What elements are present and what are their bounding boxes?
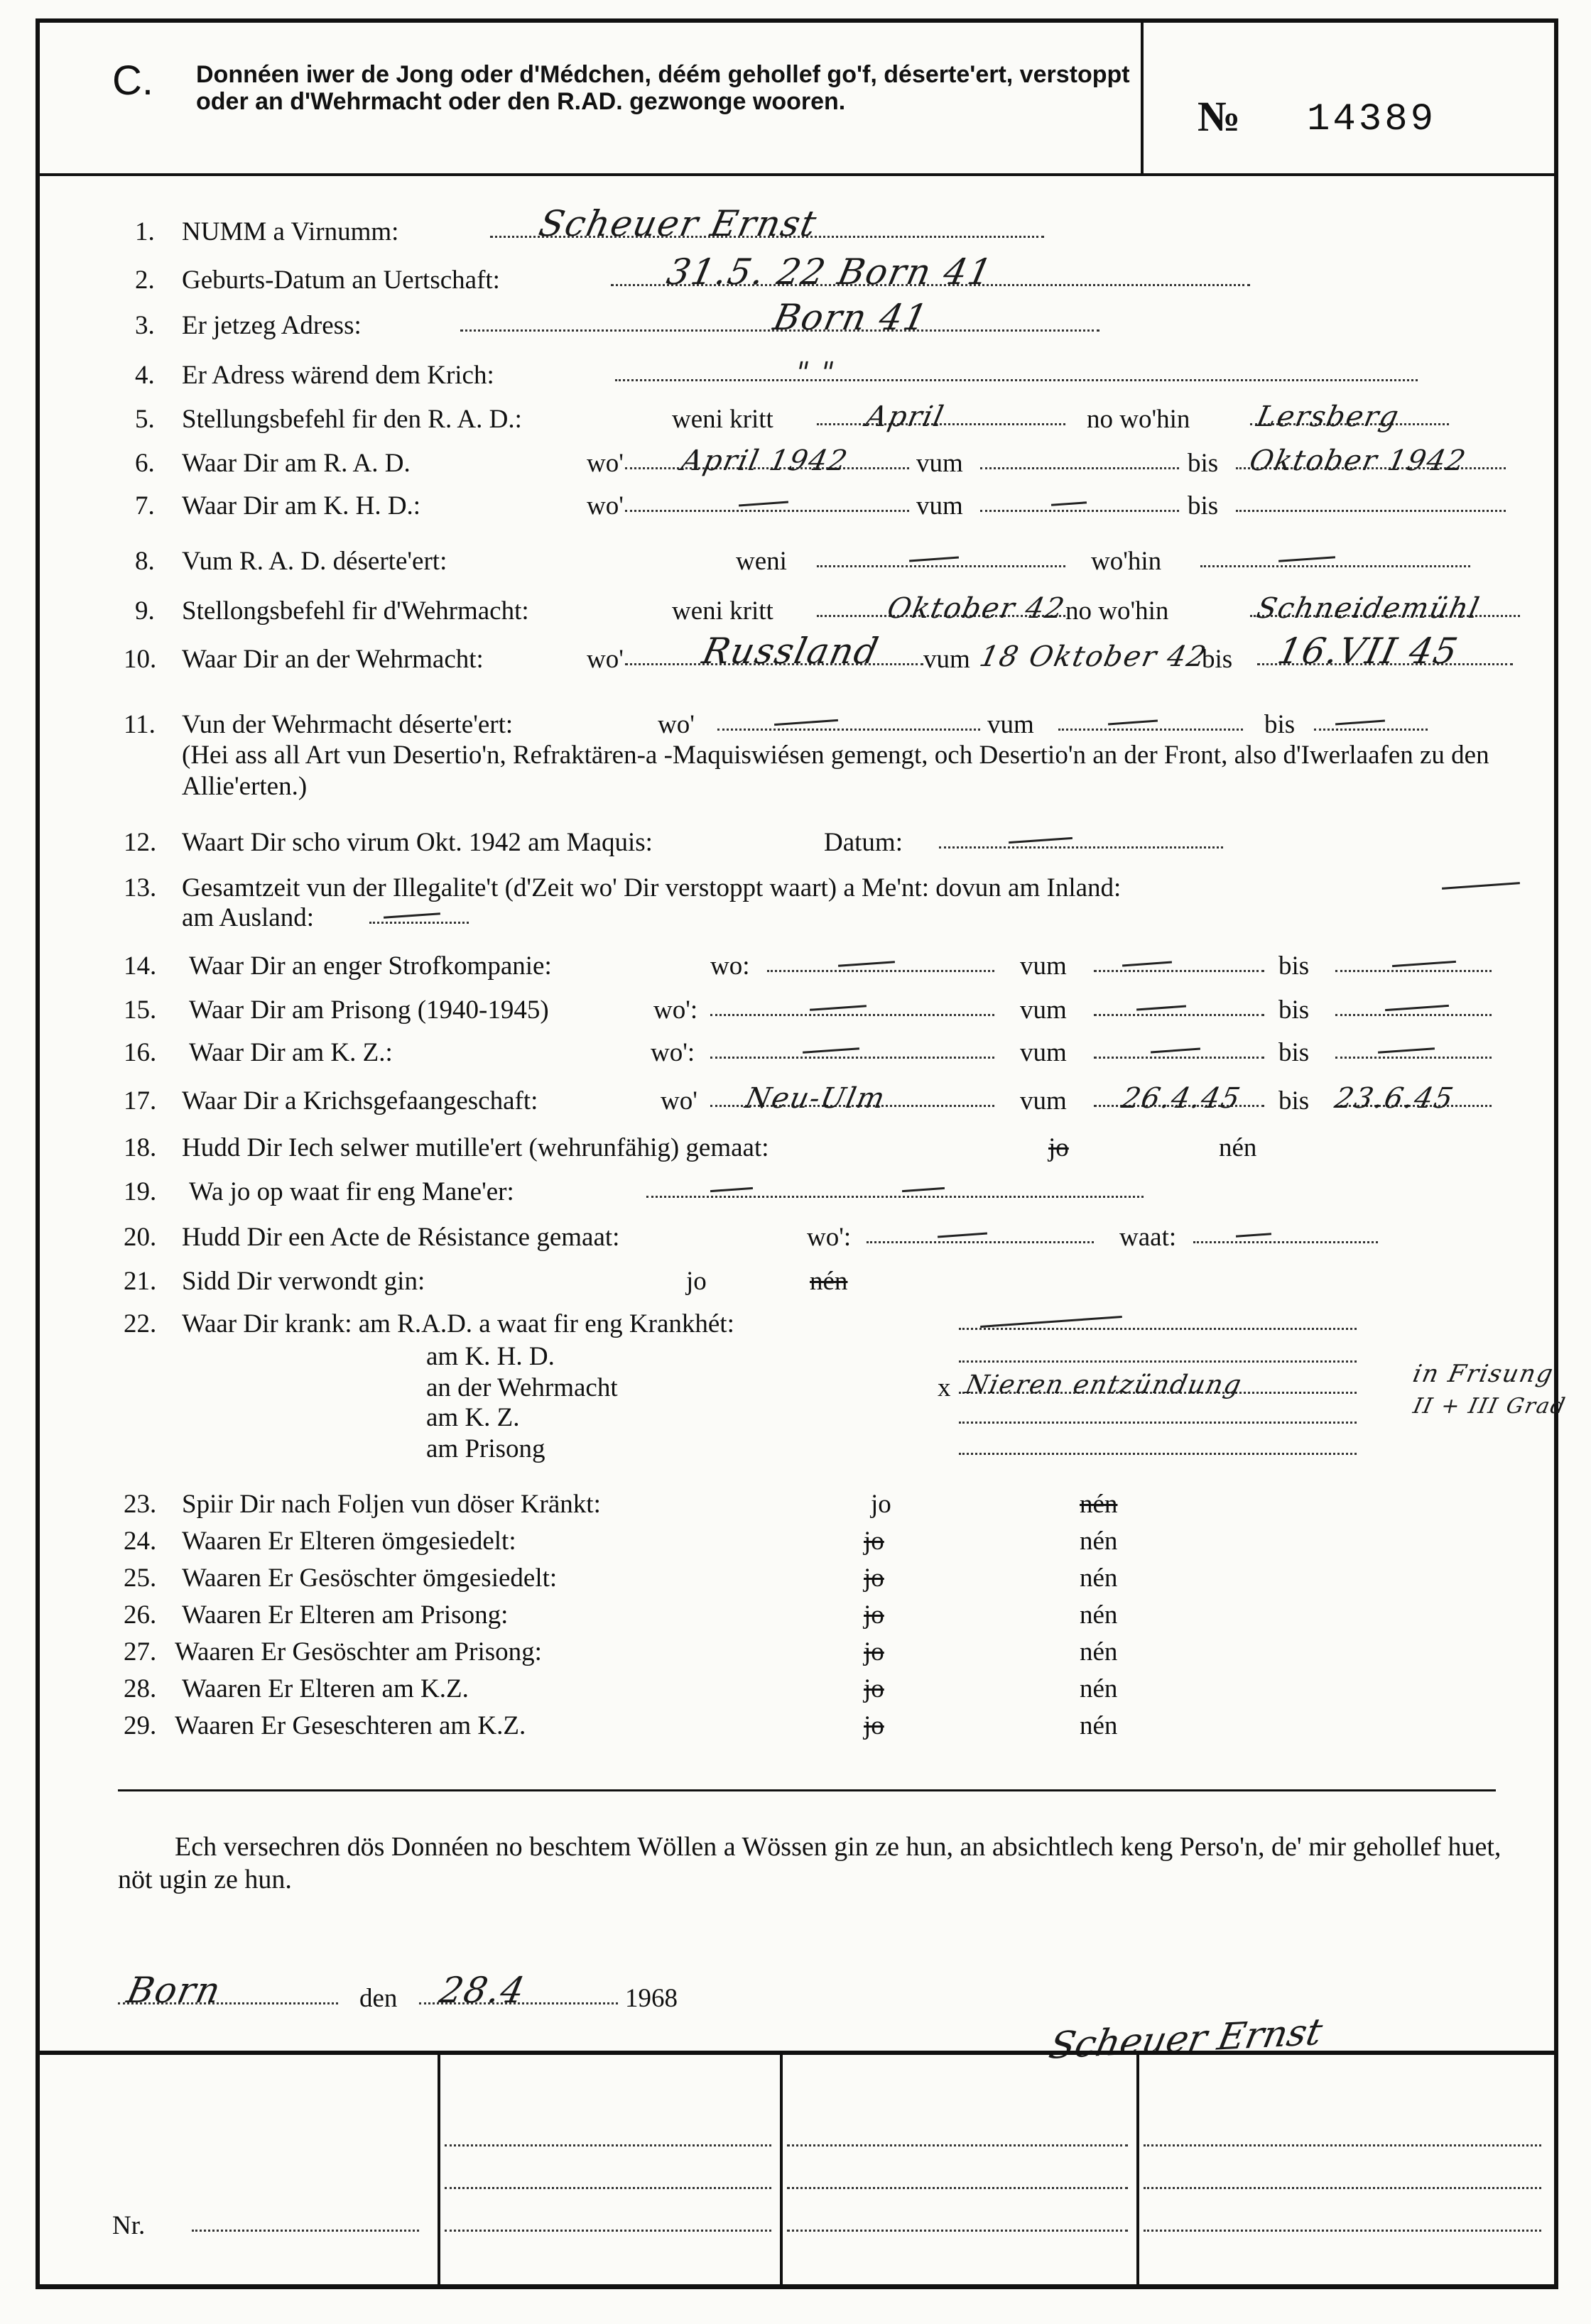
row-number: 21.: [124, 1267, 157, 1296]
year-label: 1968: [625, 1984, 678, 2013]
row-sublabel: an der Wehrmacht: [426, 1373, 618, 1402]
row-number: 4.: [135, 361, 155, 390]
wo-label: wo': [661, 1086, 697, 1115]
answer-line: [959, 1453, 1357, 1455]
answer-line: [939, 846, 1223, 849]
row-label: Hudd Dir een Acte de Résistance gemaat:: [182, 1223, 620, 1252]
row-number: 27.: [124, 1637, 157, 1666]
footer-line[interactable]: [1144, 2187, 1541, 2189]
answer-line: [767, 970, 994, 972]
wo-label: wo:: [710, 951, 750, 981]
option-nen[interactable]: nén: [1219, 1133, 1257, 1162]
header-number-divider: [1141, 18, 1144, 173]
option-jo[interactable]: jo: [864, 1600, 884, 1630]
footer-column-divider: [780, 2051, 783, 2285]
section-divider: [118, 1789, 1496, 1791]
answer-line: [1335, 970, 1492, 972]
row-label: Vun der Wehrmacht déserte'ert:: [182, 710, 514, 739]
option-nen[interactable]: nén: [810, 1267, 848, 1296]
row-number: 1.: [135, 217, 155, 246]
answer-name[interactable]: Scheuer Ernst: [535, 203, 822, 244]
row-label: Waaren Er Geseschteren am K.Z.: [175, 1711, 526, 1740]
row-label: Er Adress wärend dem Krich:: [182, 361, 494, 390]
vum-label: vum: [1020, 995, 1067, 1025]
row-number: 9.: [135, 596, 155, 626]
row-label: Gesamtzeit vun der Illegalite't (d'Zeit wo' Dir verstoppt waart) a Me'nt: dovun am Inland:: [182, 873, 1122, 902]
footer-line[interactable]: [445, 2187, 771, 2189]
answer-line: [369, 922, 469, 924]
answer-date[interactable]: 28.4: [435, 1970, 530, 2011]
weni-label: weni kritt: [672, 405, 773, 434]
answer-birth[interactable]: 31.5. 22 Born 41: [663, 251, 997, 293]
answer-vum[interactable]: 26.4.45: [1119, 1082, 1244, 1115]
footer-line[interactable]: [787, 2144, 1128, 2146]
vum-label: vum: [923, 645, 970, 674]
answer-vum[interactable]: 18 Oktober 42: [977, 640, 1210, 673]
option-nen[interactable]: nén: [1080, 1674, 1118, 1703]
row-label: Waaren Er Elteren am Prisong:: [182, 1600, 509, 1630]
row-label: Waaren Er Elteren am K.Z.: [182, 1674, 469, 1703]
row-number: 23.: [124, 1490, 157, 1519]
row-label: Waar Dir am K. Z.:: [189, 1038, 393, 1067]
answer-line: [646, 1196, 1144, 1198]
declaration: Ech versechren dös Donnéen no beschtem Wöllen a Wössen gin ze hun, an absichtlech keng Perso'n, de' mir gehollef huet, nöt ugin ze hun.: [118, 1832, 1502, 1894]
bis-label: bis: [1278, 1038, 1310, 1067]
row-label: NUMM a Virnumm:: [182, 217, 399, 246]
answer-line: [1335, 1057, 1492, 1059]
answer-weni[interactable]: April: [863, 400, 948, 433]
margin-note: II + III Grad: [1411, 1394, 1569, 1419]
answer-line: [1193, 1241, 1378, 1243]
row-label: Waaren Er Gesöschter ömgesiedelt:: [182, 1564, 558, 1593]
answer-wohin[interactable]: Schneidemühl: [1254, 592, 1484, 625]
option-jo[interactable]: jo: [864, 1674, 884, 1703]
row-number: 6.: [135, 449, 155, 478]
wo-label: wo': [658, 710, 695, 739]
bis-label: bis: [1278, 1086, 1310, 1115]
wo-label: wo':: [807, 1223, 852, 1252]
row-number: 3.: [135, 311, 155, 340]
row-label: Wa jo op waat fir eng Mane'er:: [189, 1177, 514, 1206]
nr-label: Nr.: [112, 2211, 146, 2240]
answer-line: [980, 510, 1179, 512]
x-mark: x: [938, 1373, 951, 1402]
wo-label: wo': [587, 491, 624, 520]
row-label: Hudd Dir Iech selwer mutille'ert (wehrunfähig) gemaat:: [182, 1133, 769, 1162]
answer-weni[interactable]: Oktober 42: [884, 592, 1069, 625]
vum-label: vum: [916, 491, 963, 520]
option-jo[interactable]: jo: [871, 1490, 891, 1519]
option-nen[interactable]: nén: [1080, 1600, 1118, 1630]
row-label: Er jetzeg Adress:: [182, 311, 362, 340]
row-label: Waaren Er Gesöschter am Prisong:: [175, 1637, 542, 1666]
bis-label: bis: [1202, 645, 1233, 674]
row-number: 26.: [124, 1600, 157, 1630]
footer-line[interactable]: [787, 2230, 1128, 2232]
row-label: Waar Dir an enger Strofkompanie:: [189, 951, 552, 981]
footer-line[interactable]: [1144, 2230, 1541, 2232]
bis-label: bis: [1188, 449, 1219, 478]
answer-line: [867, 1241, 1094, 1243]
form-number: 14389: [1307, 98, 1437, 141]
row-number: 2.: [135, 266, 155, 295]
option-jo[interactable]: jo: [864, 1711, 884, 1740]
row-label: Waaren Er Elteren ömgesiedelt:: [182, 1527, 516, 1556]
row-number: 28.: [124, 1674, 157, 1703]
answer-war-address[interactable]: " ": [792, 356, 839, 389]
wo-label: wo':: [651, 1038, 695, 1067]
row-number: 25.: [124, 1564, 157, 1593]
waat-label: waat:: [1119, 1223, 1177, 1252]
row-sublabel: am K. Z.: [426, 1403, 520, 1432]
answer-address[interactable]: Born 41: [769, 297, 933, 338]
row-number: 10.: [124, 645, 157, 674]
margin-note: in Frisung: [1410, 1360, 1557, 1388]
option-jo[interactable]: jo: [1048, 1133, 1069, 1162]
signature: Scheuer Ernst: [1045, 2011, 1326, 2068]
vum-label: vum: [916, 449, 963, 478]
option-jo[interactable]: jo: [864, 1637, 884, 1666]
row-number: 7.: [135, 491, 155, 520]
row-label: Waar Dir an der Wehrmacht:: [182, 645, 484, 674]
row-number: 20.: [124, 1223, 157, 1252]
row-number: 16.: [124, 1038, 157, 1067]
footer-column-divider: [1136, 2051, 1139, 2285]
row-label: Sidd Dir verwondt gin:: [182, 1267, 425, 1296]
row-label: Waar Dir am Prisong (1940-1945): [189, 995, 549, 1025]
option-nen[interactable]: nén: [1080, 1564, 1118, 1593]
row-label: Waart Dir scho virum Okt. 1942 am Maquis:: [182, 828, 653, 857]
row-label: Waar Dir a Krichsgefaangeschaft:: [182, 1086, 538, 1115]
answer-line: [1094, 970, 1264, 972]
answer-line[interactable]: [192, 2230, 419, 2232]
bis-label: bis: [1278, 995, 1310, 1025]
wohin-label: wo'hin: [1091, 547, 1162, 576]
den-label: den: [359, 1984, 398, 2013]
section-letter: C.: [112, 58, 153, 104]
row-number: 24.: [124, 1527, 157, 1556]
answer-line: [1314, 729, 1428, 731]
datum-label: Datum:: [824, 828, 903, 857]
bis-label: bis: [1188, 491, 1219, 520]
header-divider: [36, 173, 1558, 176]
wo-label: wo': [587, 645, 624, 674]
wo-label: wo': [587, 449, 624, 478]
answer-line: [1236, 510, 1506, 512]
row-label: am Ausland:: [182, 903, 315, 932]
vum-label: vum: [1020, 1038, 1067, 1067]
option-nen[interactable]: nén: [1080, 1637, 1118, 1666]
row-11-note: (Hei ass all Art vun Desertio'n, Refraktären-a -Maquiswiésen gemengt, och Desertio'n an der Front, also d'Iwerlaafen zu den Allie'erten.): [182, 741, 1489, 801]
answer-line: [710, 1057, 994, 1059]
option-nen[interactable]: nén: [1080, 1490, 1118, 1519]
row-label: Stellongsbefehl fir d'Wehrmacht:: [182, 596, 529, 626]
answer-line: [1094, 1057, 1264, 1059]
row-number: 14.: [124, 951, 157, 981]
vum-label: vum: [1020, 1086, 1067, 1115]
row-number: 11.: [124, 710, 156, 739]
answer-line: [1058, 729, 1243, 731]
answer-bis[interactable]: 23.6.45: [1332, 1082, 1457, 1115]
footer-line[interactable]: [787, 2187, 1128, 2189]
row-number: 29.: [124, 1711, 157, 1740]
option-nen[interactable]: nén: [1080, 1527, 1118, 1556]
row-number: 17.: [124, 1086, 157, 1115]
row-number: 22.: [124, 1309, 157, 1338]
answer-line: [1200, 565, 1470, 567]
weni-label: weni kritt: [672, 596, 773, 626]
answer-line: [615, 379, 1418, 381]
answer-line: [717, 729, 980, 731]
row-number: 18.: [124, 1133, 157, 1162]
row-number: 19.: [124, 1177, 157, 1206]
answer-wo[interactable]: Russland: [698, 631, 884, 672]
footer-divider: [36, 2051, 1558, 2055]
row-number: 13.: [124, 873, 157, 902]
weni-label: weni: [736, 547, 787, 576]
answer-wo[interactable]: April 1942: [678, 444, 852, 477]
answer-line: [710, 1014, 994, 1016]
row-number: 15.: [124, 995, 157, 1025]
answer-line: [817, 565, 1065, 567]
vum-label: vum: [987, 710, 1034, 739]
row-sublabel: am K. H. D.: [426, 1342, 555, 1371]
row-label: Waar Dir am K. H. D.:: [182, 491, 421, 520]
row-label: Spiir Dir nach Foljen vun döser Kränkt:: [182, 1490, 601, 1519]
row-label: Waar Dir am R. A. D.: [182, 449, 411, 478]
row-label: Vum R. A. D. déserte'ert:: [182, 547, 447, 576]
wo-label: wo':: [653, 995, 698, 1025]
answer-place[interactable]: Born: [123, 1970, 226, 2011]
answer-line: [1094, 1014, 1264, 1016]
footer-column-divider: [438, 2051, 440, 2285]
answer-wohin[interactable]: Lersberg: [1254, 400, 1403, 433]
answer-bis[interactable]: 16.VII 45: [1274, 631, 1462, 672]
footer-line[interactable]: [1144, 2144, 1541, 2146]
row-label: Waar Dir krank: am R.A.D. a waat fir eng Krankhét:: [182, 1309, 734, 1338]
header-title: Donnéen iwer de Jong oder d'Médchen, déém gehollef go'f, déserte'ert, verstoppt oder an d'Wehrmacht oder den R.AD. gezwonge wooren.: [196, 61, 1130, 115]
footer-line[interactable]: [445, 2230, 771, 2232]
row-number: 5.: [135, 405, 155, 434]
answer-illness[interactable]: Nieren entzündung: [962, 1370, 1245, 1400]
row-number: 12.: [124, 828, 157, 857]
answer-line: [1335, 1014, 1492, 1016]
option-jo[interactable]: jo: [864, 1527, 884, 1556]
option-nen[interactable]: nén: [1080, 1711, 1118, 1740]
answer-line: [959, 1328, 1357, 1330]
row-sublabel: am Prisong: [426, 1434, 545, 1463]
bis-label: bis: [1278, 951, 1310, 981]
vum-label: vum: [1020, 951, 1067, 981]
option-jo[interactable]: jo: [686, 1267, 707, 1296]
row-label: Stellungsbefehl fir den R. A. D.:: [182, 405, 522, 434]
row-number: 8.: [135, 547, 155, 576]
wohin-label: no wo'hin: [1087, 405, 1190, 434]
answer-line: [959, 1422, 1357, 1424]
answer-wo[interactable]: Neu-Ulm: [742, 1082, 889, 1115]
answer-bis[interactable]: Oktober 1942: [1247, 444, 1470, 477]
footer-line[interactable]: [445, 2144, 771, 2146]
answer-line: [959, 1360, 1357, 1363]
answer-line: [625, 510, 909, 512]
bis-label: bis: [1264, 710, 1296, 739]
row-label: Geburts-Datum an Uertschaft:: [182, 266, 500, 295]
number-sign: №: [1198, 93, 1241, 140]
option-jo[interactable]: jo: [864, 1564, 884, 1593]
answer-line: [980, 467, 1179, 469]
wohin-label: no wo'hin: [1065, 596, 1169, 626]
